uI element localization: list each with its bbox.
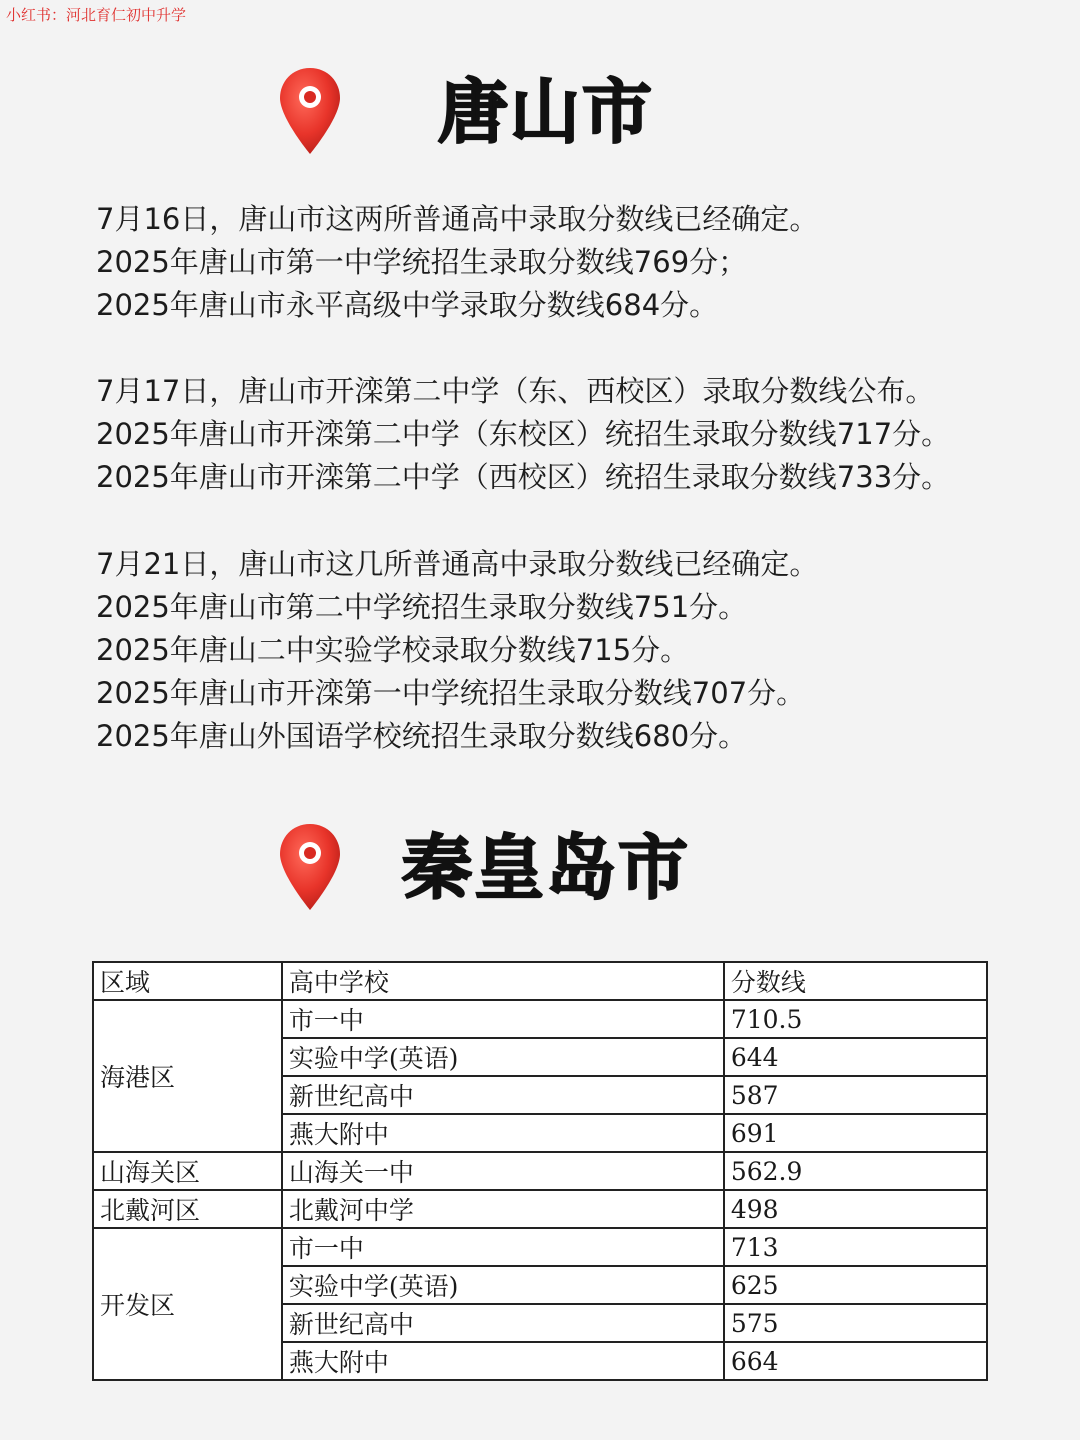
school-cell: 新世纪高中 (282, 1076, 724, 1114)
text-line: 7月17日，唐山市开滦第二中学（东、西校区）录取分数线公布。 (96, 374, 935, 408)
school-cell: 实验中学(英语) (282, 1266, 724, 1304)
score-cell: 713 (724, 1228, 987, 1266)
table-row (93, 1000, 987, 1038)
score-cell: 498 (724, 1190, 987, 1228)
school-cell: 山海关一中 (282, 1152, 724, 1190)
school-cell: 市一中 (282, 1228, 724, 1266)
tangshan-header (0, 62, 1080, 162)
score-cell: 691 (724, 1114, 987, 1152)
location-pin-icon (278, 822, 342, 912)
score-cell: 710.5 (724, 1000, 987, 1038)
score-cell: 562.9 (724, 1152, 987, 1190)
text-line: 2025年唐山市开滦第二中学（西校区）统招生录取分数线733分。 (96, 460, 951, 494)
district-cell: 海港区 (93, 1000, 282, 1152)
text-line: 7月16日，唐山市这两所普通高中录取分数线已经确定。 (96, 202, 819, 236)
school-cell: 北戴河中学 (282, 1190, 724, 1228)
score-cell: 664 (724, 1342, 987, 1380)
score-cell: 587 (724, 1076, 987, 1114)
district-cell: 北戴河区 (93, 1190, 282, 1228)
header-school: 高中学校 (282, 962, 724, 1000)
school-cell: 燕大附中 (282, 1114, 724, 1152)
tangshan-paragraph-3 (96, 543, 1056, 758)
school-cell: 市一中 (282, 1000, 724, 1038)
score-cell: 575 (724, 1304, 987, 1342)
text-line: 2025年唐山市开滦第二中学（东校区）统招生录取分数线717分。 (96, 417, 951, 451)
school-cell: 新世纪高中 (282, 1304, 724, 1342)
district-cell: 山海关区 (93, 1152, 282, 1190)
text-line: 7月21日，唐山市这几所普通高中录取分数线已经确定。 (96, 547, 819, 581)
district-cell: 开发区 (93, 1228, 282, 1380)
text-line: 2025年唐山市开滦第一中学统招生录取分数线707分。 (96, 676, 806, 710)
city-title-qinhuangdao: 秦皇岛市 (402, 827, 690, 909)
score-table (92, 961, 988, 1381)
score-cell: 625 (724, 1266, 987, 1304)
watermark: 小红书：河北育仁初中升学 (6, 6, 187, 24)
location-pin-icon (278, 66, 342, 156)
table-row (93, 1190, 987, 1228)
school-cell: 实验中学(英语) (282, 1038, 724, 1076)
school-cell: 燕大附中 (282, 1342, 724, 1380)
city-title-tangshan: 唐山市 (438, 71, 654, 153)
text-line: 2025年唐山市第二中学统招生录取分数线751分。 (96, 590, 748, 624)
table-header-row (93, 962, 987, 1000)
header-district: 区域 (93, 962, 282, 1000)
text-line: 2025年唐山市永平高级中学录取分数线684分。 (96, 288, 719, 322)
qinhuangdao-header (0, 818, 1080, 918)
table-row (93, 1228, 987, 1266)
header-score: 分数线 (724, 962, 987, 1000)
text-line: 2025年唐山市第一中学统招生录取分数线769分； (96, 245, 748, 279)
tangshan-paragraph-1 (96, 198, 1056, 327)
tangshan-paragraph-2 (96, 370, 1056, 499)
text-line: 2025年唐山外国语学校统招生录取分数线680分。 (96, 719, 748, 753)
table-row (93, 1152, 987, 1190)
text-line: 2025年唐山二中实验学校录取分数线715分。 (96, 633, 690, 667)
score-cell: 644 (724, 1038, 987, 1076)
